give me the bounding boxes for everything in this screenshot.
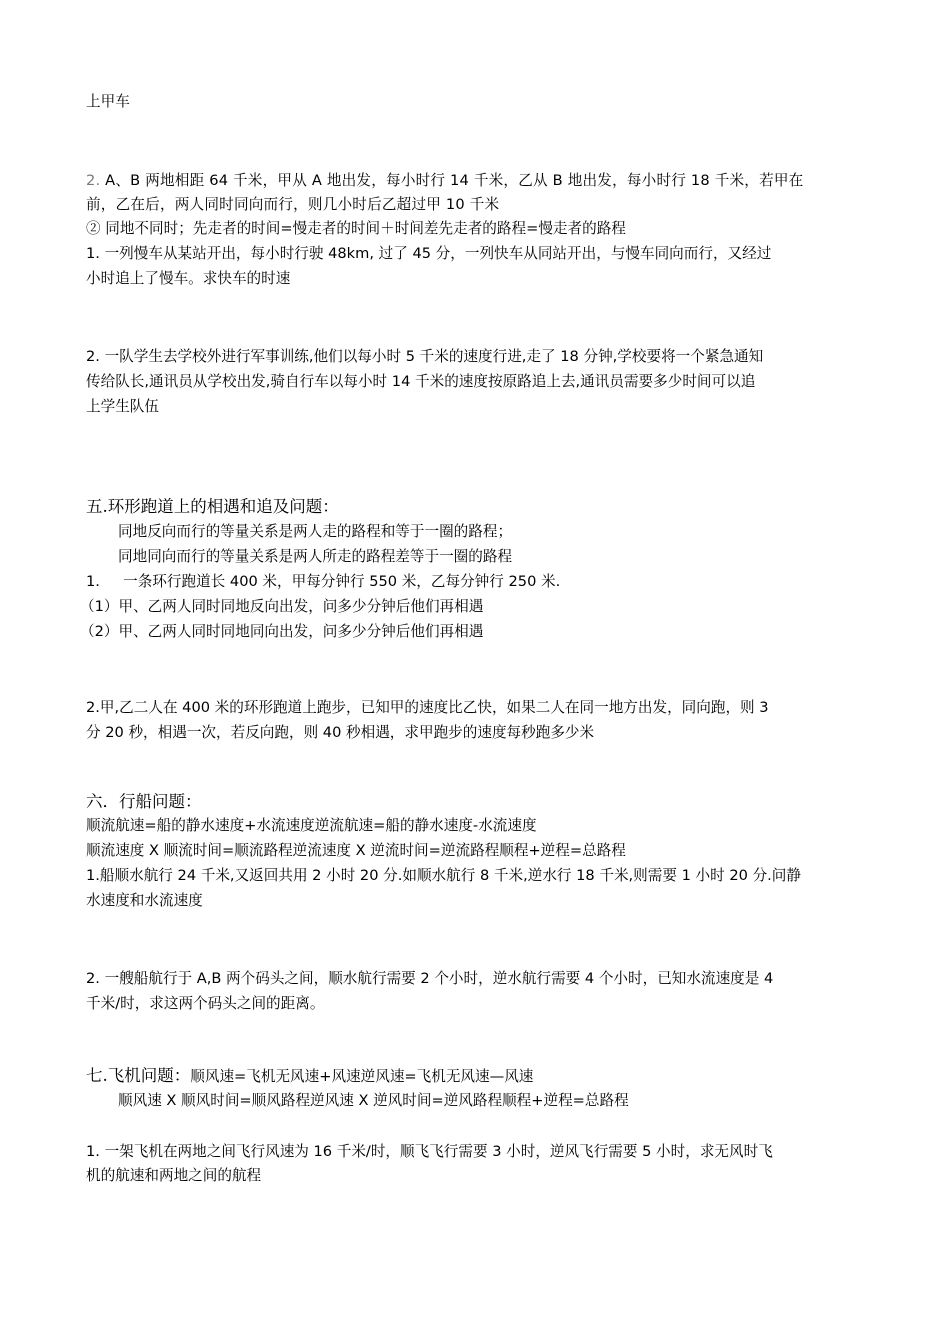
text-line: 上学生队伍 xyxy=(86,398,159,415)
section-heading: 五.环形跑道上的相遇和追及问题： xyxy=(86,497,339,516)
problem-line: 1. 一列慢车从某站开出，每小时行驶 48km, 过了 45 分，一列快车从同站开出，与慢车同向而行，又经过 xyxy=(86,245,772,262)
problem-line: 1. 一架飞机在两地之间飞行风速为 16 千米/时，顺飞飞行需要 3 小时，逆风飞行需要 5 小时，求无风时飞 xyxy=(86,1143,773,1160)
text-line: 机的航速和两地之间的航程 xyxy=(86,1167,262,1184)
problem-text: A、B 两地相距 64 千米，甲从 A 地出发，每小时行 14 千米，乙从 B 地出发，每小时行 18 千米，若甲在 xyxy=(100,172,804,189)
text-line: 顺流航速=船的静水速度+水流速度逆流航速=船的静水速度-水流速度 xyxy=(86,817,537,834)
problem-line: 2. 一队学生去学校外进行军事训练,他们以每小时 5 千米的速度行进,走了 18 分钟,学校要将一个紧急通知 xyxy=(86,348,764,365)
section-heading: 六．行船问题： xyxy=(86,792,202,811)
text-line: （2）甲、乙两人同时同地同向出发，问多少分钟后他们再相遇 xyxy=(80,623,484,640)
section-text: 顺风速=飞机无风速+风速逆风速=飞机无风速—风速 xyxy=(190,1068,534,1085)
problem-line: 2. 一艘船航行于 A,B 两个码头之间，顺水航行需要 2 个小时，逆水航行需要 4 个小时，已知水流速度是 4 xyxy=(86,970,774,987)
text-line: 小时追上了慢车。求快车的时速 xyxy=(86,270,291,287)
problem-number: 2. xyxy=(86,172,101,189)
text-line: 千米/时，求这两个码头之间的距离。 xyxy=(86,995,325,1012)
problem-line: 1.船顺水航行 24 千米,又返回共用 2 小时 20 分.如顺水航行 8 千米,逆水行 18 千米,则需要 1 小时 20 分.问静 xyxy=(86,867,801,884)
problem-line: 1. 一条环行跑道长 400 米，甲每分钟行 550 米，乙每分钟行 250 米. xyxy=(86,573,561,590)
section-line xyxy=(86,1065,533,1088)
text-line: 分 20 秒，相遇一次，若反向跑，则 40 秒相遇，求甲跑步的速度每秒跑多少米 xyxy=(86,724,595,741)
problem-line xyxy=(86,170,803,192)
text-line: 同地同向而行的等量关系是两人所走的路程差等于一圈的路程 xyxy=(118,548,513,565)
text-line: 顺风速 X 顺风时间=顺风路程逆风速 X 逆风时间=逆风路程顺程+逆程=总路程 xyxy=(118,1092,629,1109)
text-line: 同地反向而行的等量关系是两人走的路程和等于一圈的路程； xyxy=(118,523,513,540)
text-line: 顺流速度 X 顺流时间=顺流路程逆流速度 X 逆流时间=逆流路程顺程+逆程=总路程 xyxy=(86,842,626,859)
text-line: 传给队长,通讯员从学校出发,骑自行车以每小时 14 千米的速度按原路追上去,通讯员需要多少时间可以追 xyxy=(86,373,756,390)
text-line: 前，乙在后，两人同时同向而行，则几小时后乙超过甲 10 千米 xyxy=(86,196,500,213)
text-line: ② 同地不同时；先走者的时间=慢走者的时间＋时间差先走者的路程=慢走者的路程 xyxy=(86,220,626,237)
text-line: 上甲车 xyxy=(86,93,130,110)
problem-line: 2.甲,乙二人在 400 米的环形跑道上跑步，已知甲的速度比乙快，如果二人在同一地方出发，同向跑，则 3 xyxy=(86,699,769,716)
text-line: （1）甲、乙两人同时同地反向出发，问多少分钟后他们再相遇 xyxy=(80,598,484,615)
text-line: 水速度和水流速度 xyxy=(86,892,203,909)
section-heading: 七.飞机问题： xyxy=(86,1066,191,1085)
